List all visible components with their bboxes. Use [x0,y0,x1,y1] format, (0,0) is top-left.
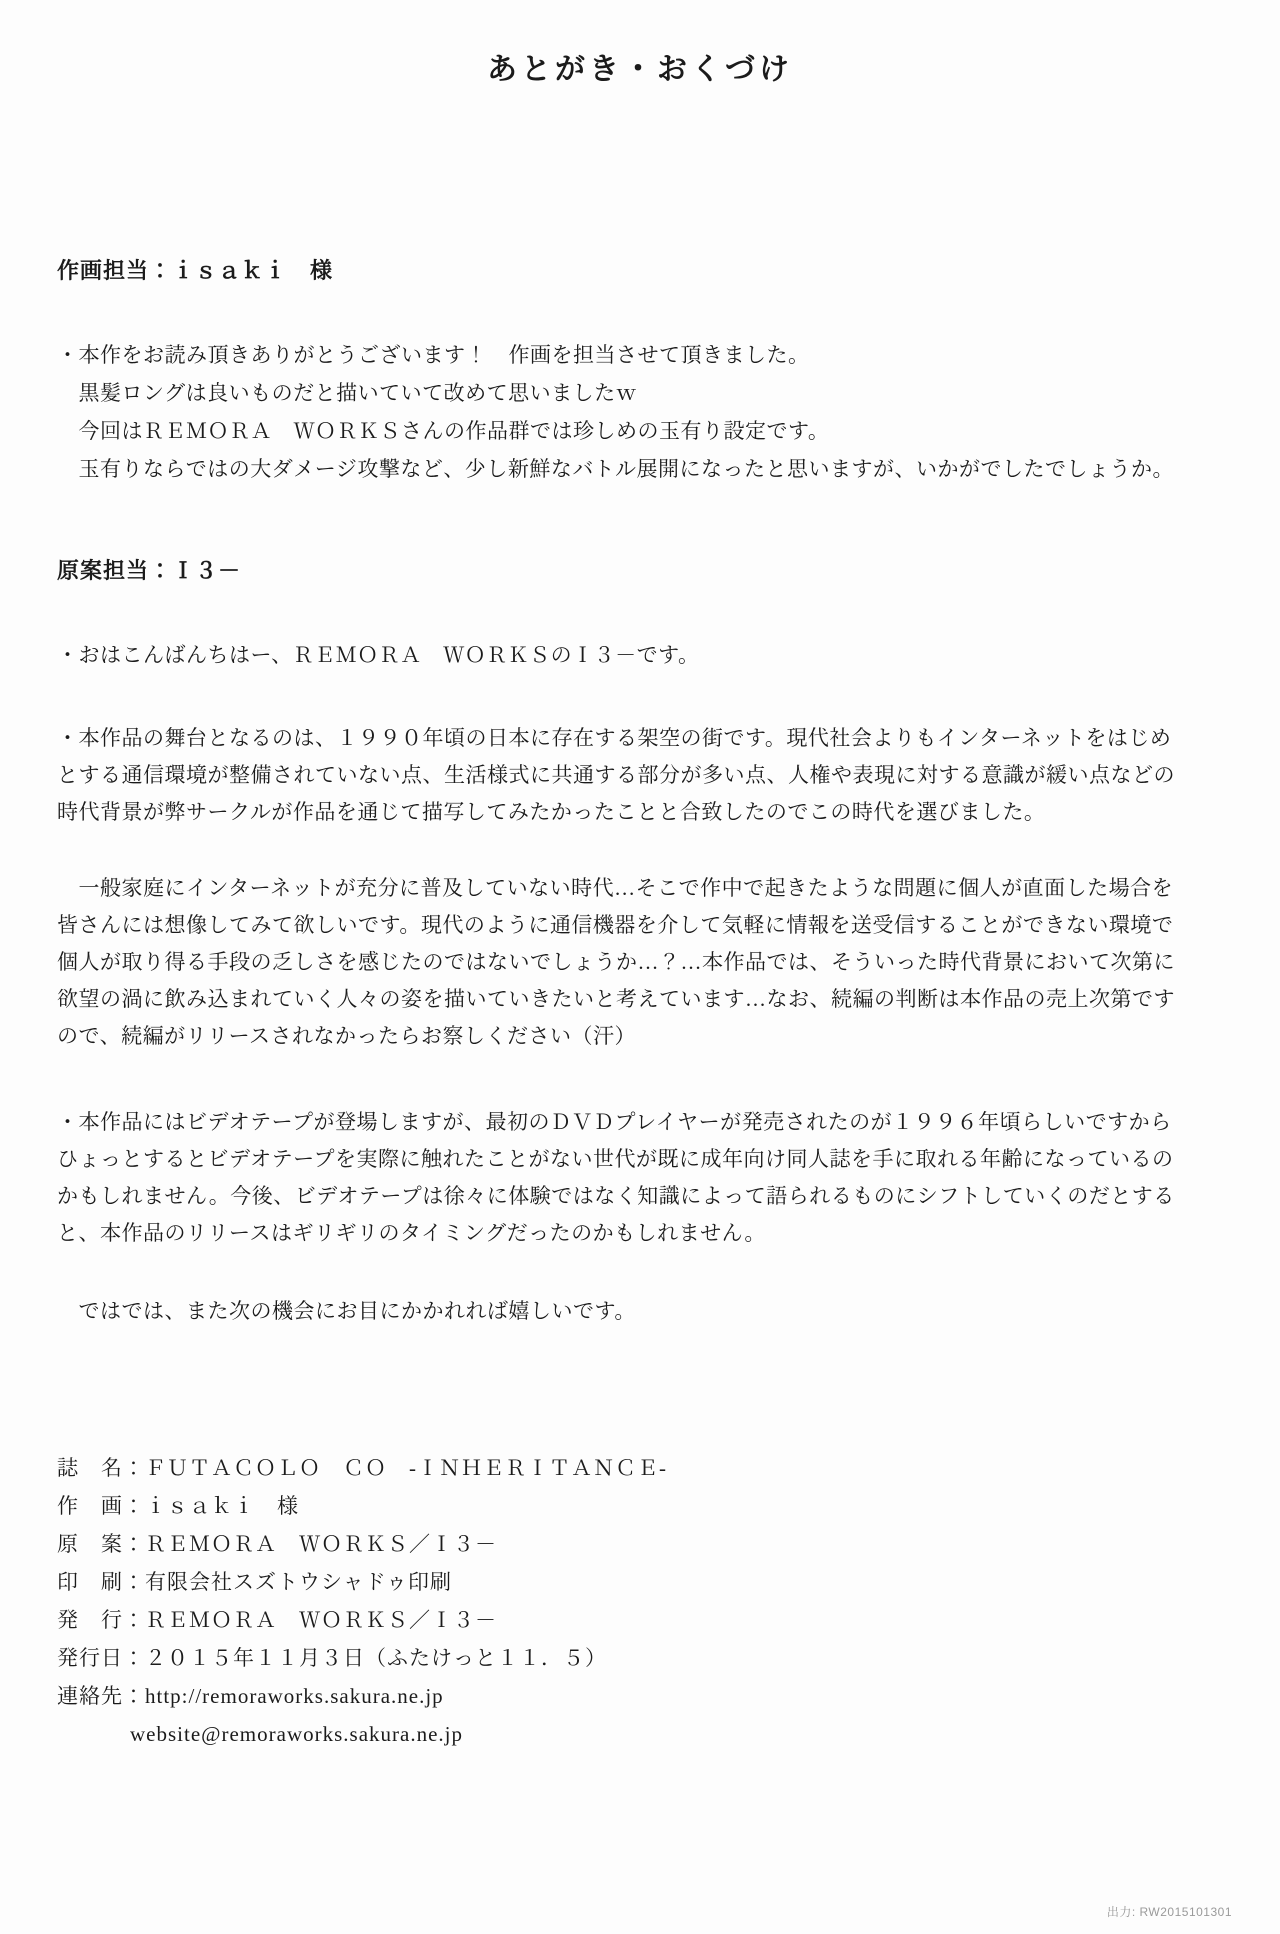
paragraph-line: とする通信環境が整備されていない点、生活様式に共通する部分が多い点、人権や表現に対する意識が緩い点などの [57,763,1175,787]
paragraph-line: 個人が取り得る手段の乏しさを感じたのではないでしょうか…？…本作品では、そういった時代背景において次第に [57,950,1175,974]
planner-section-heading: 原案担当：Ｉ３－ [57,558,242,583]
artist-section-heading: 作画担当：ｉｓａｋｉ 様 [57,258,334,283]
colophon-original-row: 原 案：ＲＥＭＯＲＡ ＷＯＲＫＳ／Ｉ３－ [57,1532,497,1556]
artist-comment-line: 今回はＲＥＭＯＲＡ ＷＯＲＫＳさんの作品群では珍しめの玉有り設定です。 [57,419,830,443]
paragraph-line: ・本作品にはビデオテープが登場しますが、最初のＤＶＤプレイヤーが発売されたのが１９９６年頃らしいですから [57,1110,1172,1134]
paragraph-line: と、本作品のリリースはギリギリのタイミングだったのかもしれません。 [57,1221,766,1245]
planner-greeting-line: ・おはこんばんちはー、ＲＥＭＯＲＡ ＷＯＲＫＳのＩ３－です。 [57,643,700,667]
colophon-artist-row: 作 画：ｉｓａｋｉ 様 [57,1494,299,1518]
paragraph-line: 一般家庭にインターネットが充分に普及していない時代…そこで作中で起きたような問題に個人が直面した場合を [57,876,1174,900]
artist-comment-line: 玉有りならではの大ダメージ攻撃など、少し新鮮なバトル展開になったと思いますが、いかがでしたでしょうか。 [57,457,1174,481]
artist-comment-line: 黒髪ロングは良いものだと描いていて改めて思いましたｗ [57,381,638,405]
paragraph-line: ひょっとするとビデオテープを実際に触れたことがない世代が既に成年向け同人誌を手に取れる年齢になっているの [57,1147,1174,1171]
page-title: あとがき・おくづけ [487,53,793,86]
colophon-contact-url-row: 連絡先：http://remoraworks.sakura.ne.jp [57,1684,444,1708]
colophon-title-row: 誌 名：ＦＵＴＡＣＯＬＯ ＣＯ -ＩＮＨＥＲＩＴＡＮＣＥ- [57,1456,667,1480]
output-code-label: 出力: RW2015101301 [1106,1905,1232,1919]
colophon-publisher-row: 発 行：ＲＥＭＯＲＡ ＷＯＲＫＳ／Ｉ３－ [57,1608,497,1632]
paragraph-line: 時代背景が弊サークルが作品を通じて描写してみたかったことと合致したのでこの時代を選びました。 [57,800,1046,824]
paragraph-line: ので、続編がリリースされなかったらお察しください（汗） [57,1024,637,1048]
paragraph-line: ・本作品の舞台となるのは、１９９０年頃の日本に存在する架空の街です。現代社会よりもインターネットをはじめ [57,726,1172,750]
colophon-block [57,1449,1223,1753]
colophon-date-row: 発行日：２０１５年１１月３日（ふたけっと１１．５） [57,1646,607,1670]
planner-era-paragraph [57,870,1223,1055]
artist-comment-line: ・本作をお読み頂きありがとうございます！ 作画を担当させて頂きました。 [57,343,810,367]
colophon-contact-email-row: website@remoraworks.sakura.ne.jp [130,1722,463,1746]
artist-comment-block [57,336,1223,488]
closing-remark-line: ではでは、また次の機会にお目にかかれれば嬉しいです。 [57,1299,636,1323]
page-content [0,256,1280,1753]
paragraph-line: 皆さんには想像してみて欲しいです。現代のように通信機器を介して気軽に情報を送受信することができない環境で [57,913,1174,937]
paragraph-line: かもしれません。今後、ビデオテープは徐々に体験ではなく知識によって語られるものにシフトしていくのだとする [57,1184,1175,1208]
paragraph-line: 欲望の渦に飲み込まれていく人々の姿を描いていきたいと考えています…なお、続編の判断は本作品の売上次第です [57,987,1175,1011]
planner-videotape-paragraph [57,1104,1223,1252]
colophon-printer-row: 印 刷：有限会社スズトウシャドゥ印刷 [57,1570,453,1594]
planner-setting-paragraph [57,720,1223,831]
